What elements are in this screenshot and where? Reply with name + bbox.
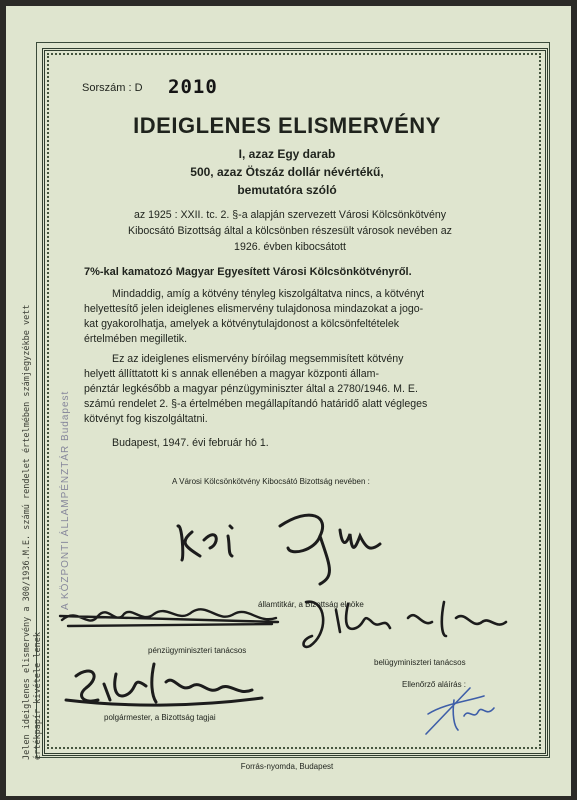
subtitle-line-1: I, azaz Egy darab (238, 147, 336, 161)
place-date: Budapest, 1947. évi február hó 1. (112, 437, 269, 449)
interior-signature (296, 592, 521, 652)
chair-signature (170, 496, 400, 586)
para1-line-3: kat gyakorolhatja, amelyek a kötvénytulajdonost a kölcsönfeltételek (84, 318, 400, 330)
mayor-signature (62, 656, 272, 716)
interior-role: belügyminiszteri tanácsos (374, 658, 466, 667)
side-note-line-1: Jelen ideiglenes elismervény a 300/1936.M.E. számú rendelet értelmében számjegyzékbe vett (22, 304, 32, 760)
chair-role: államtitkár, a Bizottság elnöke (258, 600, 364, 609)
side-note-line-2: értékpapír kivétele lenek (33, 632, 43, 760)
printer-imprint: Forrás-nyomda, Budapest (240, 762, 334, 771)
finance-signature (58, 596, 283, 638)
finance-role: pénzügyminiszteri tanácsos (148, 646, 247, 655)
serial-number: 2010 (168, 76, 218, 98)
para2-line-5: kötvényt fog kiszolgáltatni. (84, 413, 208, 425)
intro-line-3: 1926. évben kibocsátott (234, 241, 346, 253)
subtitle-line-2: 500, azaz Ötszáz dollár névértékű, (190, 165, 384, 179)
para2-line-1: Ez az ideiglenes elismervény bíróilag megsemmisített kötvény (112, 353, 404, 365)
controller-signature (424, 674, 504, 738)
intro-line-1: az 1925 : XXII. tc. 2. §-a alapján szervezett Városi Kölcsönkötvény (133, 209, 447, 221)
document-title: IDEIGLENES ELISMERVÉNY (133, 113, 441, 138)
treasury-stamp: A KÖZPONTI ÁLLAMPÉNZTÁR Budapest (60, 390, 71, 610)
para1-line-1: Mindaddig, amíg a kötvény tényleg kiszolgáltatva nincs, a kötvényt (112, 288, 425, 300)
para1-line-4: értelmében megilletik. (84, 333, 188, 345)
bond-name: 7%-kal kamatozó Magyar Egyesített Városi Kölcsönkötvényről. (84, 266, 412, 278)
subtitle-line-3: bemutatóra szóló (237, 183, 337, 197)
para2-line-4: számú rendelet 2. §-a értelmében megállapítandó határidő alatt végleges (84, 398, 428, 410)
para2-line-2: helyett állíttatott ki s annak ellenében a magyar központi állam- (84, 368, 380, 380)
para2-line-3: pénztár legkésőbb a magyar pénzügyminiszter által a 2780/1946. M. E. (84, 383, 418, 395)
intro-line-2: Kibocsátó Bizottság által a kölcsönben részesült városok nevében az (128, 225, 452, 237)
committee-line: A Városi Kölcsönkötvény Kibocsátó Bizottság nevében : (172, 477, 370, 486)
mayor-role: polgármester, a Bizottság tagjai (104, 713, 216, 722)
controller-label: Ellenőrző aláírás : (402, 680, 467, 689)
serial-label: Sorszám : D (82, 82, 143, 94)
para1-line-2: helyettesítő jelen ideiglenes elismervény tulajdonosa mindazokat a jogo- (84, 303, 424, 315)
